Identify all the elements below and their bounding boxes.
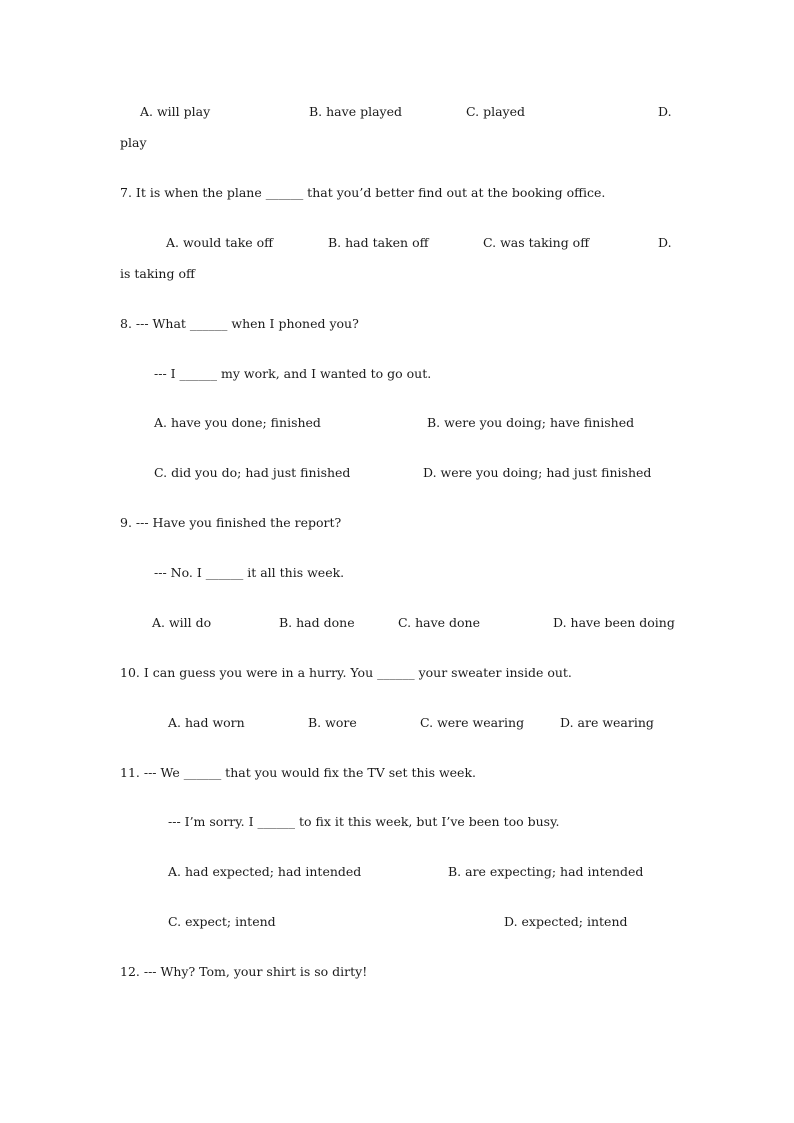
- q11-stem: 11. --- We ______ that you would fix the TV set this week.: [120, 765, 477, 780]
- q11-option-c: C. expect; intend: [168, 914, 276, 929]
- q6-option-d-text: play: [120, 135, 147, 150]
- q6-option-b: B. have played: [309, 104, 402, 119]
- q8-stem: 8. --- What ______ when I phoned you?: [120, 316, 359, 331]
- q7-option-d-text: is taking off: [120, 266, 195, 281]
- q6-option-d-label: D.: [658, 104, 672, 119]
- q10-option-c: C. were wearing: [420, 715, 525, 730]
- q7-option-a: A. would take off: [166, 235, 274, 250]
- q6-option-c: C. played: [466, 104, 525, 119]
- q11-option-b: B. are expecting; had intended: [448, 864, 644, 879]
- q8-option-d: D. were you doing; had just finished: [423, 465, 652, 480]
- q6-option-a: A. will play: [140, 104, 211, 119]
- q10-option-a: A. had worn: [168, 715, 245, 730]
- q9-option-d: D. have been doing: [553, 615, 675, 630]
- q7-option-c: C. was taking off: [483, 235, 590, 250]
- q7-option-b: B. had taken off: [328, 235, 429, 250]
- q11-option-a: A. had expected; had intended: [168, 864, 362, 879]
- q11-option-d: D. expected; intend: [504, 914, 628, 929]
- q7-option-d-label: D.: [658, 235, 672, 250]
- q9-option-c: C. have done: [398, 615, 480, 630]
- q10-stem: 10. I can guess you were in a hurry. You ______ your sweater inside out.: [120, 665, 572, 680]
- q8-option-a: A. have you done; finished: [154, 415, 321, 430]
- q10-option-b: B. wore: [308, 715, 357, 730]
- q11-reply: --- I’m sorry. I ______ to fix it this week, but I’ve been too busy.: [168, 814, 560, 829]
- q9-reply: --- No. I ______ it all this week.: [154, 565, 345, 580]
- q10-option-d: D. are wearing: [560, 715, 654, 730]
- q8-option-b: B. were you doing; have finished: [427, 415, 635, 430]
- q7-stem: 7. It is when the plane ______ that you’d better find out at the booking office.: [120, 185, 606, 200]
- q8-option-c: C. did you do; had just finished: [154, 465, 351, 480]
- q9-option-b: B. had done: [279, 615, 355, 630]
- q9-option-a: A. will do: [152, 615, 212, 630]
- q8-reply: --- I ______ my work, and I wanted to go out.: [154, 366, 432, 381]
- q12-stem: 12. --- Why? Tom, your shirt is so dirty!: [120, 964, 368, 979]
- q9-stem: 9. --- Have you finished the report?: [120, 515, 342, 530]
